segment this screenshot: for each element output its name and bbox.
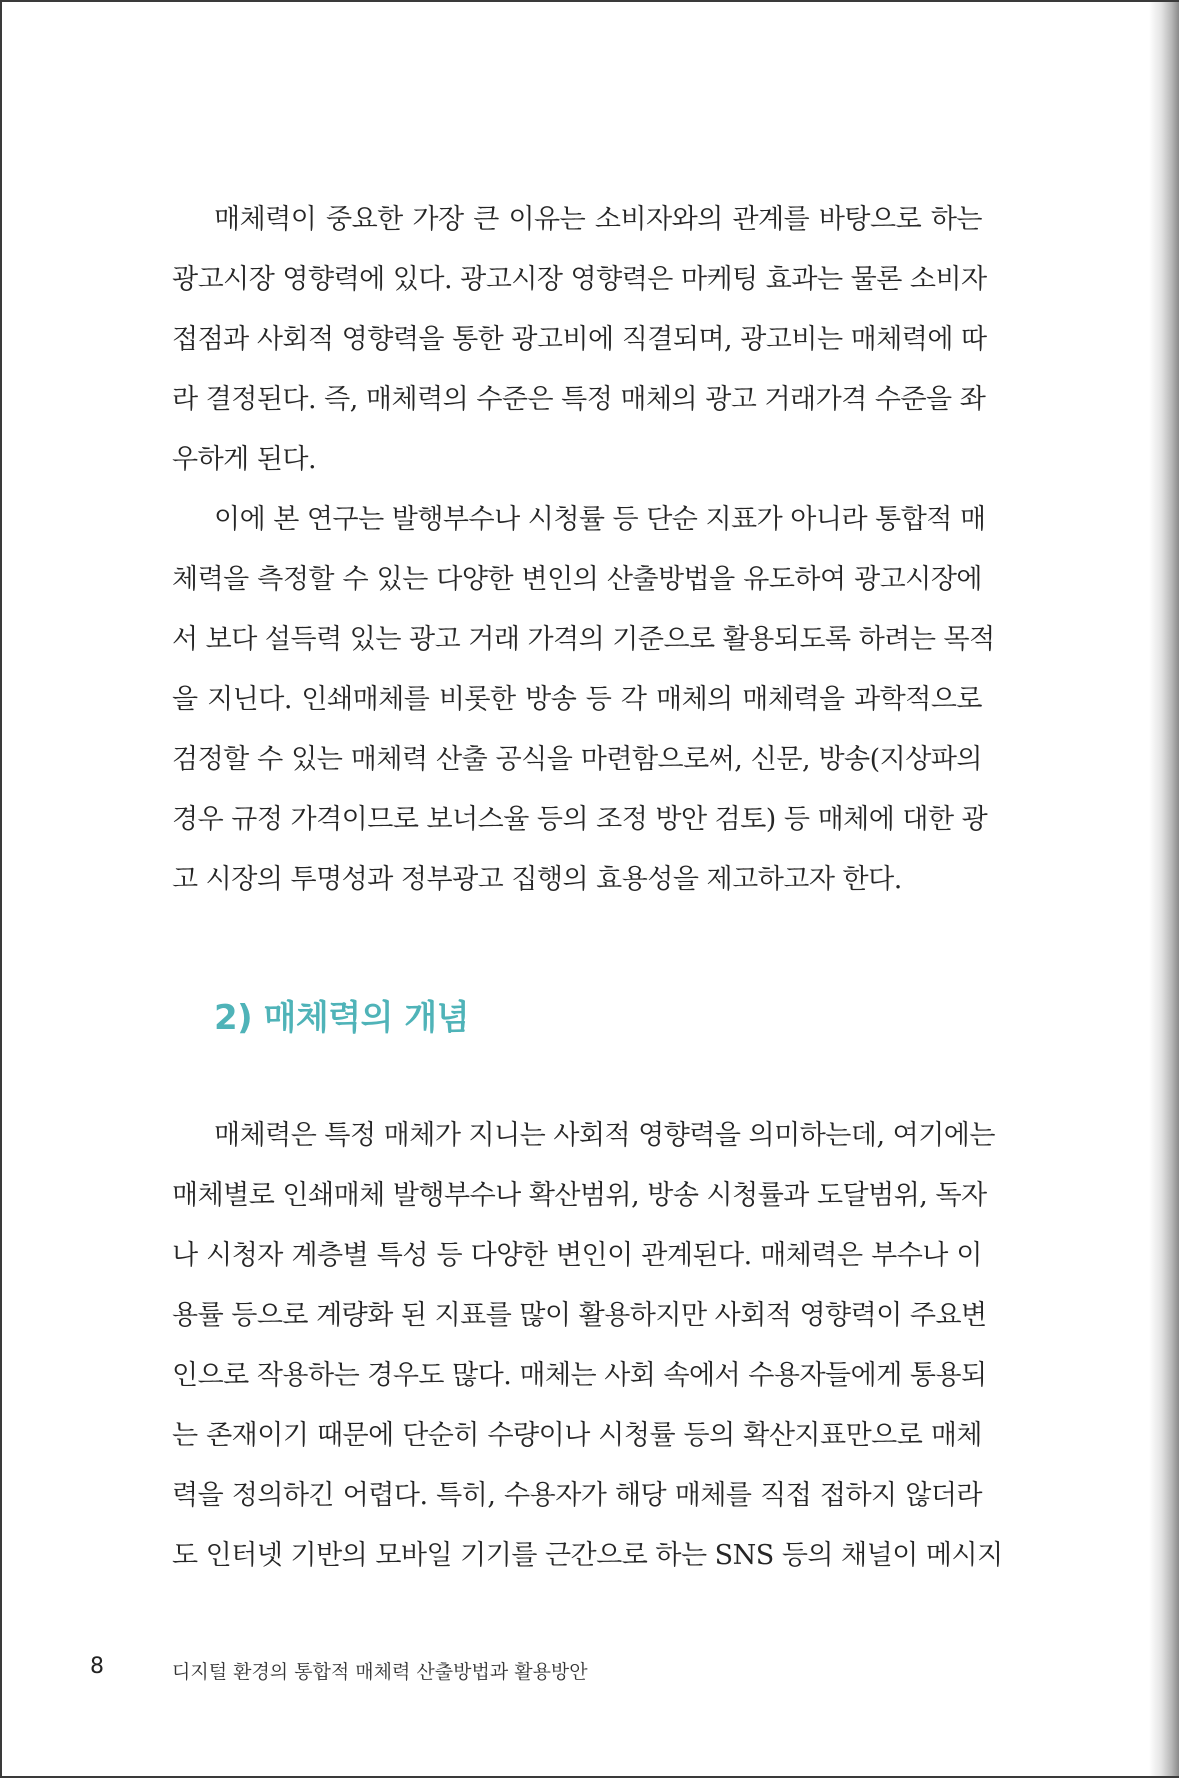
paragraph-line: 고 시장의 투명성과 정부광고 집행의 효용성을 제고하고자 한다.: [172, 864, 902, 895]
paragraph-line: 접점과 사회적 영향력을 통한 광고비에 직결되며, 광고비는 매체력에 따: [172, 324, 987, 355]
paragraph-3: [172, 1106, 1003, 1586]
paragraph-line: 체력을 측정할 수 있는 다양한 변인의 산출방법을 유도하여 광고시장에: [172, 564, 982, 595]
paragraph-line: 매체력이 중요한 가장 큰 이유는 소비자와의 관계를 바탕으로 하는: [214, 204, 982, 235]
paragraph-line: 이에 본 연구는 발행부수나 시청률 등 단순 지표가 아니라 통합적 매: [214, 504, 986, 535]
paragraph-line: 우하게 된다.: [172, 444, 317, 475]
paragraph-line: 력을 정의하긴 어렵다. 특히, 수용자가 해당 매체를 직접 접하지 않더라: [172, 1480, 982, 1511]
bottom-text-block: [172, 1106, 1003, 1586]
paragraph-line: 도 인터넷 기반의 모바일 기기를 근간으로 하는 SNS 등의 채널이 메시지: [172, 1540, 1003, 1571]
paragraph-line: 서 보다 설득력 있는 광고 거래 가격의 기준으로 활용되도록 하려는 목적: [172, 624, 995, 655]
paragraph-line: 매체력은 특정 매체가 지니는 사회적 영향력을 의미하는데, 여기에는: [214, 1120, 995, 1151]
section-heading: 2) 매체력의 개념: [214, 998, 469, 1038]
paragraph-1: [172, 190, 987, 490]
paragraph-line: 을 지닌다. 인쇄매체를 비롯한 방송 등 각 매체의 매체력을 과학적으로: [172, 684, 982, 715]
running-footer-title: 디지털 환경의 통합적 매체력 산출방법과 활용방안: [172, 1661, 588, 1683]
paragraph-line: 용률 등으로 계량화 된 지표를 많이 활용하지만 사회적 영향력이 주요변: [172, 1300, 987, 1331]
paragraph-line: 인으로 작용하는 경우도 많다. 매체는 사회 속에서 수용자들에게 통용되: [172, 1360, 987, 1391]
paragraph-line: 매체별로 인쇄매체 발행부수나 확산범위, 방송 시청률과 도달범위, 독자: [172, 1180, 987, 1211]
paragraph-line: 라 결정된다. 즉, 매체력의 수준은 특정 매체의 광고 거래가격 수준을 좌: [172, 384, 986, 415]
page-edge-shadow: [1149, 2, 1179, 1776]
paragraph-line: 검정할 수 있는 매체력 산출 공식을 마련함으로써, 신문, 방송(지상파의: [172, 744, 982, 775]
paragraph-line: 는 존재이기 때문에 단순히 수량이나 시청률 등의 확산지표만으로 매체: [172, 1420, 982, 1451]
paragraph-line: 나 시청자 계층별 특성 등 다양한 변인이 관계된다. 매체력은 부수나 이: [172, 1240, 982, 1271]
paragraph-line: 경우 규정 가격이므로 보너스율 등의 조정 방안 검토) 등 매체에 대한 광: [172, 804, 988, 835]
paragraph-2: [172, 490, 995, 910]
paragraph-line: 광고시장 영향력에 있다. 광고시장 영향력은 마케팅 효과는 물론 소비자: [172, 264, 987, 295]
top-text-block: [172, 190, 995, 910]
page-number: 8: [90, 1654, 104, 1679]
